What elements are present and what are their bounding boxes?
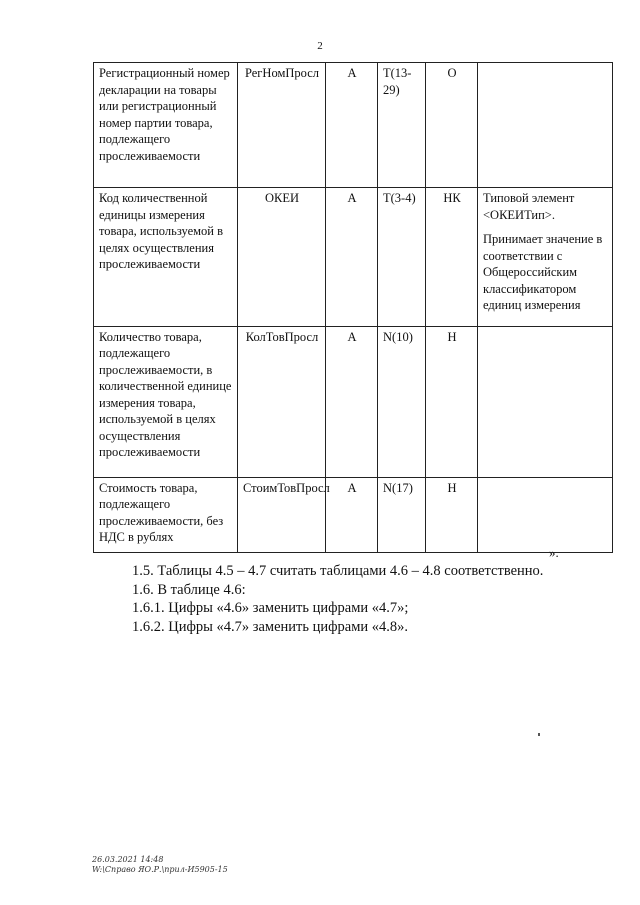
additional-text: Типовой элемент <ОКЕИТип>. xyxy=(483,191,575,222)
cell-additional xyxy=(478,188,613,327)
cell-format: N(17) xyxy=(378,477,426,552)
additional-text: Принимает значение в соответствии с Общероссийским классификатором единиц измерения xyxy=(483,232,603,312)
cell-name: Количество товара, подлежащего прослеживаемости, в количественной единице измерения товара, используемой в целях осуществления прослеживаемости xyxy=(94,326,238,477)
cell-required: Н xyxy=(426,326,478,477)
cell-additional xyxy=(478,477,613,552)
footer-file-path: W:\Справо ЯО.Р.\прил-И5905-15 xyxy=(92,865,228,874)
cell-code: КолТовПросл xyxy=(238,326,326,477)
cell-format: Т(13-29) xyxy=(378,63,426,188)
cell-name: Стоимость товара, подлежащего прослеживаемости, без НДС в рублях xyxy=(94,477,238,552)
cell-type: А xyxy=(326,188,378,327)
cell-code: ОКЕИ xyxy=(238,188,326,327)
cell-format: N(10) xyxy=(378,326,426,477)
cell-code: СтоимТовПросл xyxy=(238,477,326,552)
cell-required: Н xyxy=(426,477,478,552)
table-row xyxy=(94,477,613,552)
scan-speck xyxy=(538,733,540,736)
cell-type: А xyxy=(326,477,378,552)
cell-required: О xyxy=(426,63,478,188)
amendment-line: 1.6.2. Цифры «4.7» заменить цифрами «4.8». xyxy=(132,619,409,635)
cell-name: Код количественной единицы измерения товара, используемой в целях осуществления прослеживаемости xyxy=(94,188,238,327)
attributes-table xyxy=(93,62,613,553)
cell-format: Т(3-4) xyxy=(378,188,426,327)
cell-type: А xyxy=(326,326,378,477)
table-row xyxy=(94,63,613,188)
cell-name: Регистрационный номер декларации на товары или регистрационный номер партии товара, подлежащего прослеживаемости xyxy=(94,63,238,188)
cell-required: НК xyxy=(426,188,478,327)
cell-additional xyxy=(478,63,613,188)
table-row xyxy=(94,188,613,327)
amendment-line: 1.6. В таблице 4.6: xyxy=(132,582,246,598)
page-number: 2 xyxy=(317,40,323,52)
cell-type: А xyxy=(326,63,378,188)
cell-additional xyxy=(478,326,613,477)
amendment-line: 1.6.1. Цифры «4.6» заменить цифрами «4.7»; xyxy=(132,600,409,616)
cell-code: РегНомПросл xyxy=(238,63,326,188)
amendment-line: 1.5. Таблицы 4.5 – 4.7 считать таблицами 4.6 – 4.8 соответственно. xyxy=(132,563,544,579)
table-row xyxy=(94,326,613,477)
closing-quote: ». xyxy=(549,545,559,560)
footer-timestamp: 26.03.2021 14:48 xyxy=(92,855,164,864)
